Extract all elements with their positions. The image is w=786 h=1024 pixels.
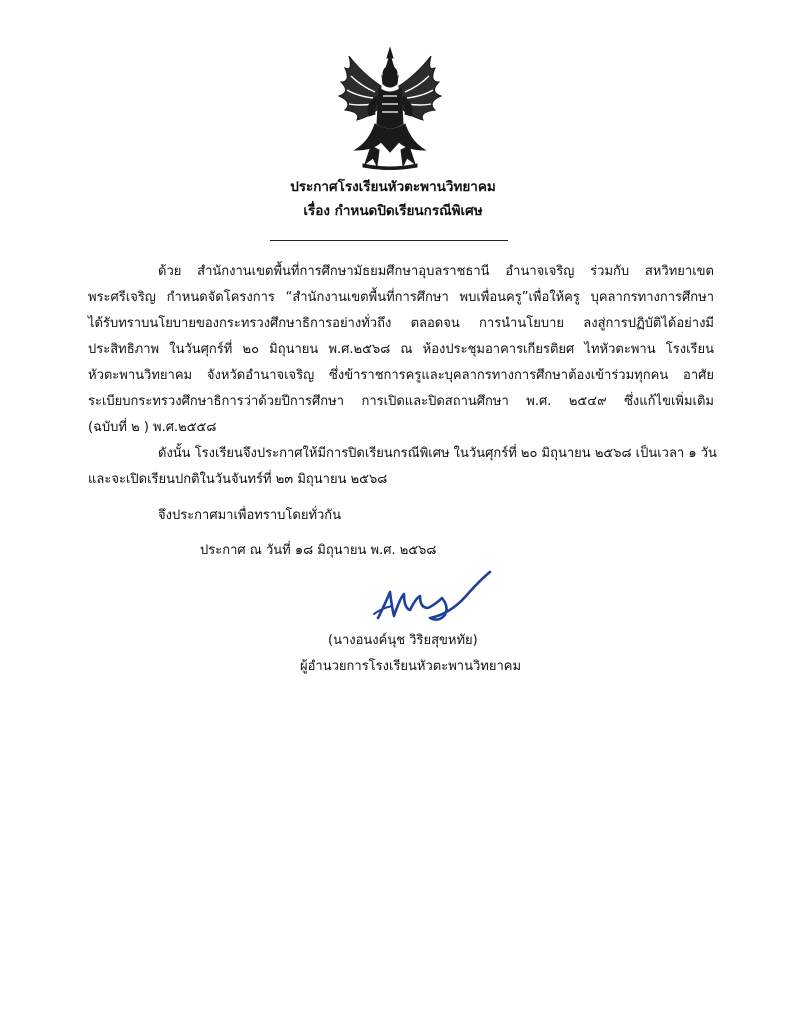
announcement-subject: เรื่อง กำหนดปิดเรียนกรณีพิเศษ (303, 203, 483, 219)
signatory-name: (นางอนงค์นุช วิริยสุขหทัย) (328, 633, 478, 648)
signatory-position: ผู้อำนวยการโรงเรียนหัวตะพานวิทยาคม (300, 659, 522, 674)
paragraph-1-line-4: ประสิทธิภาพ ในวันศุกร์ที่ ๒๐ มิถุนายน พ.ศ.๒๕๖๘ ณ ห้องประชุมอาคารเกียรติยศ ไทหัวตะพาน โรงเรียน (88, 342, 714, 357)
garuda-emblem-icon (335, 46, 445, 170)
paragraph-1-line-7: (ฉบับที่ ๒ ) พ.ศ.๒๕๕๘ (88, 420, 217, 435)
announcement-title: ประกาศโรงเรียนหัวตะพานวิทยาคม (290, 179, 496, 195)
closing-statement: จึงประกาศมาเพื่อทราบโดยทั่วกัน (158, 508, 342, 523)
director-signature-icon (370, 568, 500, 630)
paragraph-1-line-1: ด้วย สำนักงานเขตพื้นที่การศึกษามัธยมศึกษาอุบลราชธานี อำนาจเจริญ ร่วมกับ สหวิทยาเขต (158, 264, 714, 279)
paragraph-2-line-2: และจะเปิดเรียนปกติในวันจันทร์ที่ ๒๓ มิถุนายน ๒๕๖๘ (88, 472, 388, 487)
paragraph-1-line-3: ได้รับทราบนโยบายของกระทรวงศึกษาธิการอย่างทั่วถึง ตลอดจน การนำนโยบาย ลงสู่การปฏิบัติได้อย่างมี (88, 316, 714, 331)
paragraph-1-line-2: พระศรีเจริญ กำหนดจัดโครงการ “สำนักงานเขตพื้นที่การศึกษา พบเพื่อนครู”เพื่อให้ครู บุคลากรทางการศึกษา (88, 290, 714, 305)
announcement-date: ประกาศ ณ วันที่ ๑๘ มิถุนายน พ.ศ. ๒๕๖๘ (200, 543, 437, 558)
title-divider (270, 240, 508, 241)
paragraph-1-line-6: ระเบียบกระทรวงศึกษาธิการว่าด้วยปีการศึกษา การเปิดและปิดสถานศึกษา พ.ศ. ๒๕๔๙ ซึ่งแก้ไขเพิ่มเติม (88, 394, 714, 409)
paragraph-2-line-1: ดังนั้น โรงเรียนจึงประกาศให้มีการปิดเรียนกรณีพิเศษ ในวันศุกร์ที่ ๒๐ มิถุนายน ๒๕๖๘ เป็นเวลา ๑ วัน (158, 446, 717, 461)
paragraph-1-line-5: หัวตะพานวิทยาคม จังหวัดอำนาจเจริญ ซึ่งข้าราชการครูและบุคลากรทางการศึกษาต้องเข้าร่วมทุกคน อาศัย (88, 368, 714, 383)
